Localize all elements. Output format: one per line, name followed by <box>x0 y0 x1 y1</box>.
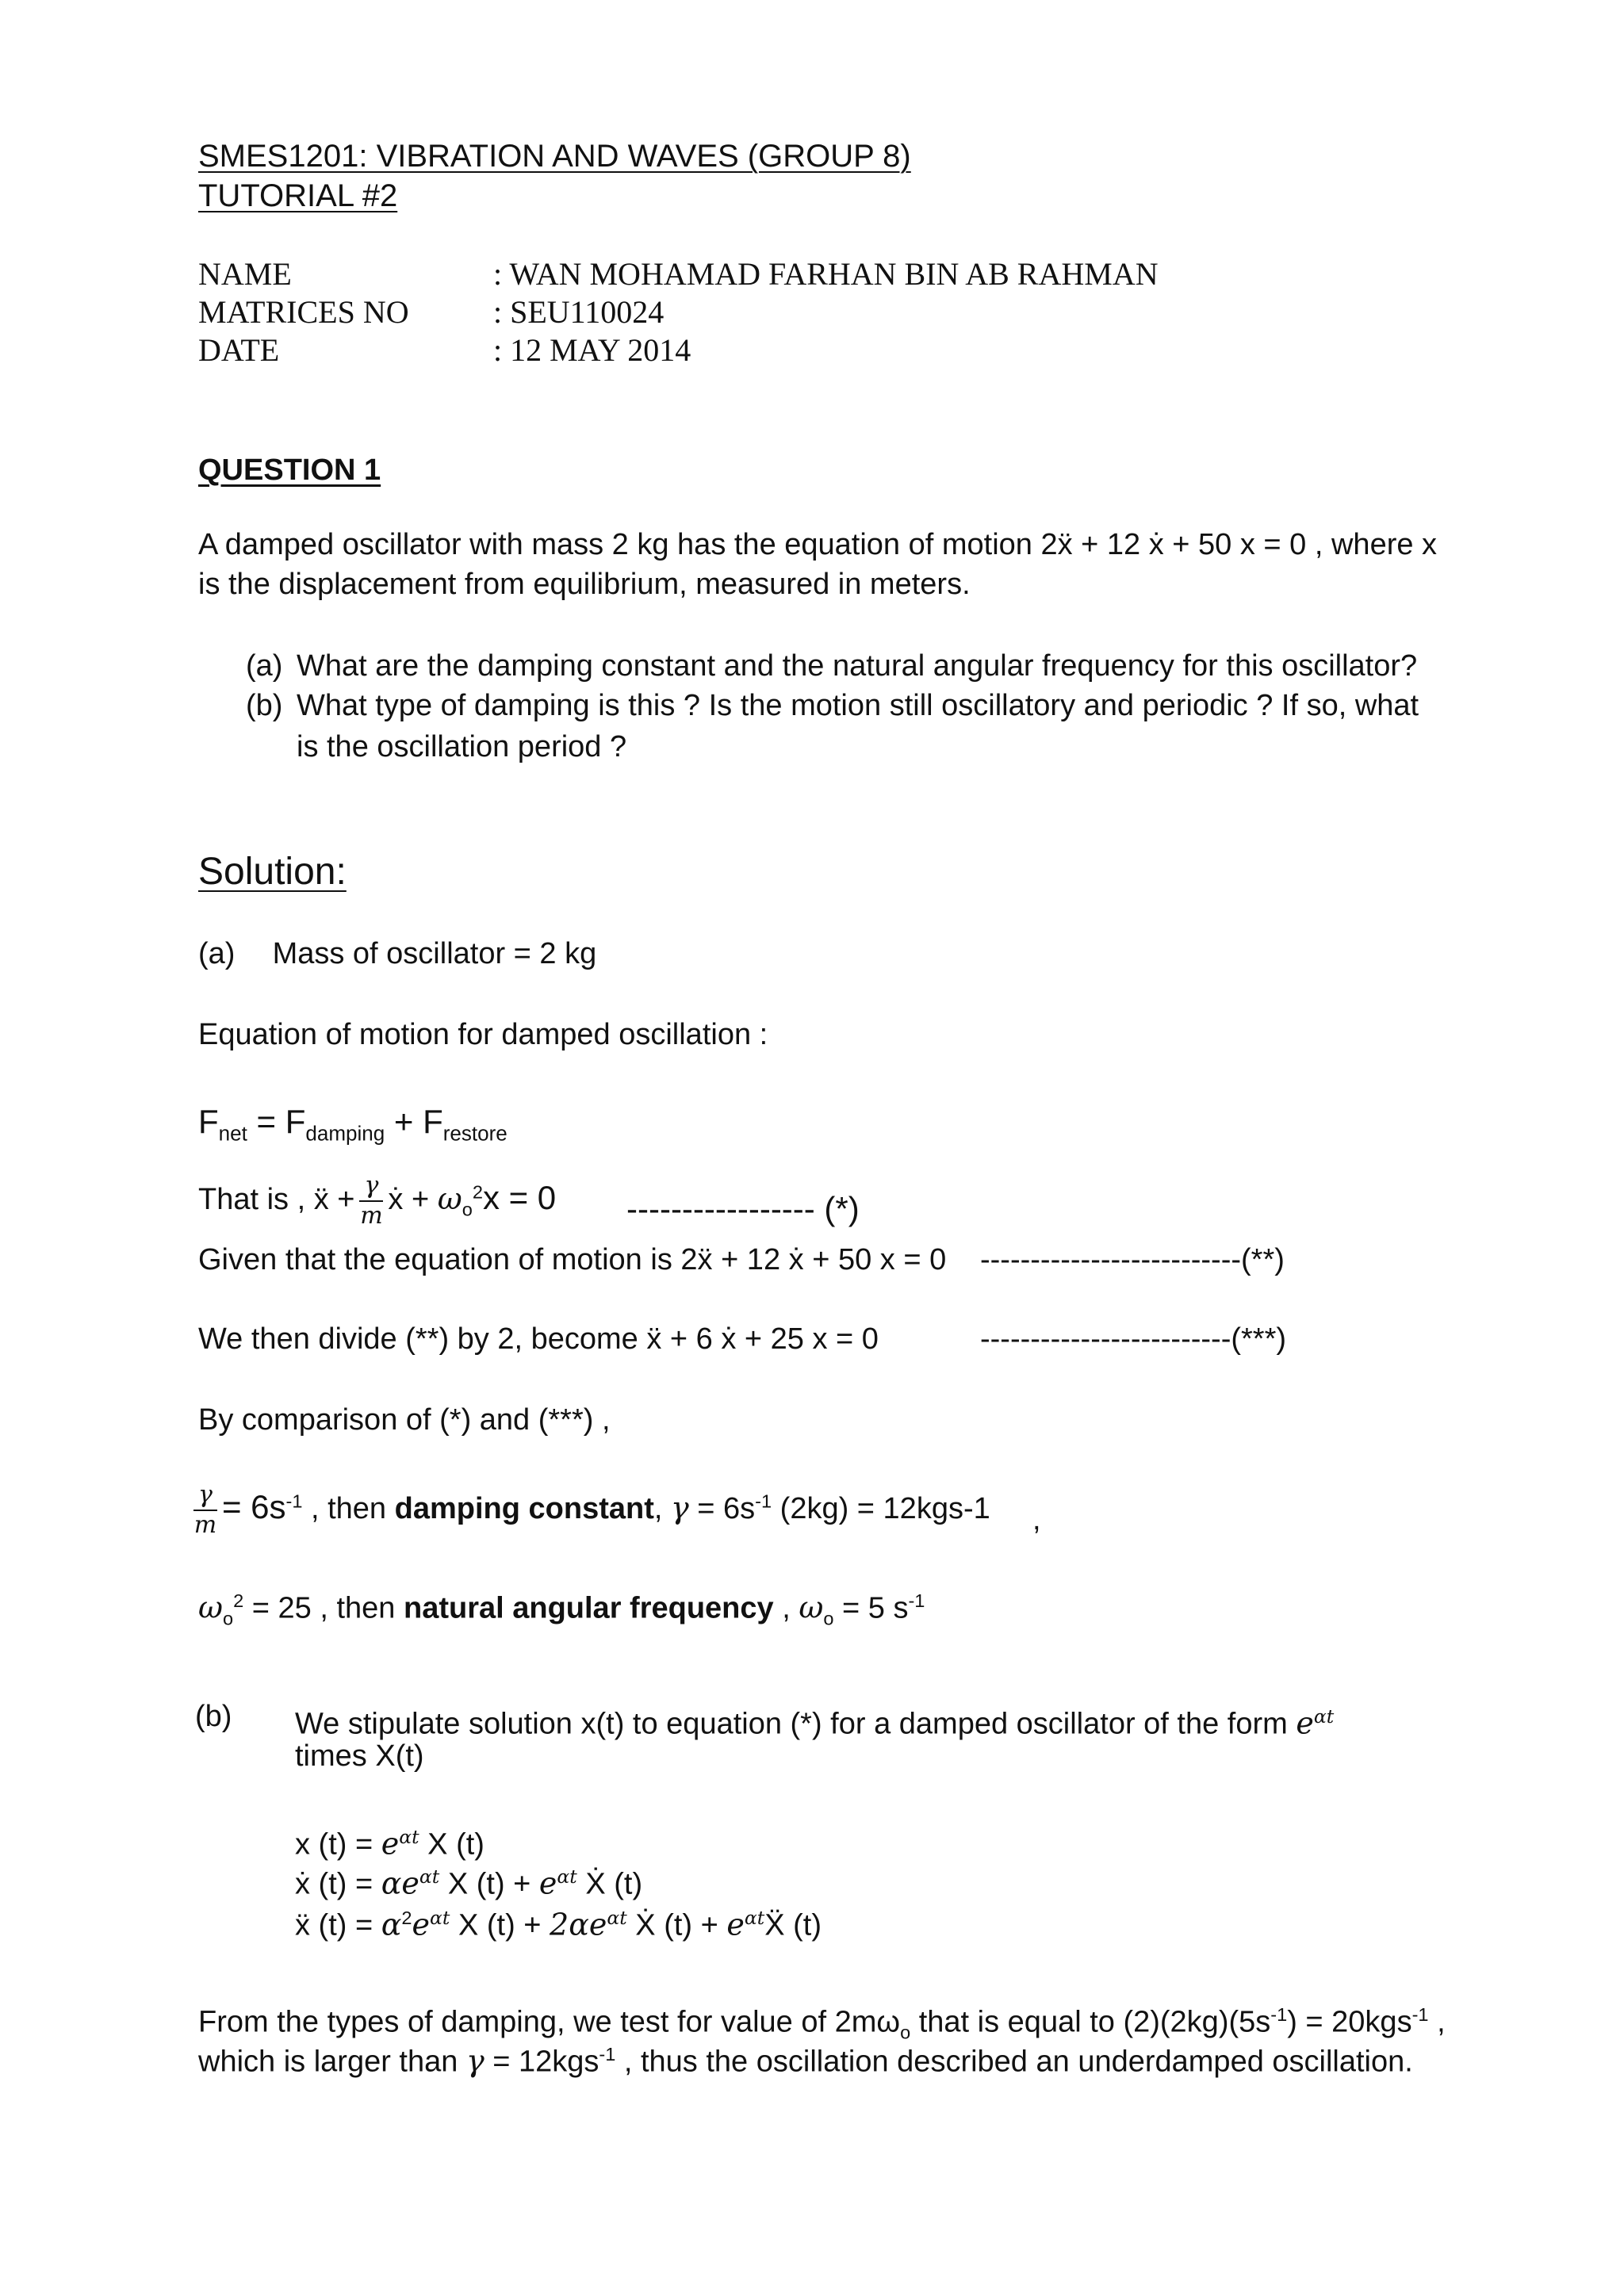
alpha-symbol: α <box>381 1907 402 1942</box>
text: that is equal to (2)(2kg)(5s <box>910 2005 1271 2039</box>
part-b-marker: (b) <box>195 1700 232 1733</box>
equals: = <box>247 1103 285 1140</box>
rhs: Ẋ (t) <box>576 1867 643 1901</box>
exponent: αt <box>430 1907 450 1929</box>
omega-subscript: o <box>823 1608 834 1629</box>
omega-subscript: o <box>462 1199 473 1220</box>
expression-tail: (2kg) = 12kgs-1 <box>772 1492 990 1526</box>
net-subscript: net <box>218 1121 247 1146</box>
equation-suffix: x = 0 <box>482 1179 557 1217</box>
x-dot-equation <box>295 1857 642 1904</box>
tutorial-title: TUTORIAL #2 <box>198 178 398 213</box>
numerator: γ <box>359 1172 383 1202</box>
part-b-line-2: times X(t) <box>295 1739 424 1773</box>
omega-subscript: o <box>223 1608 234 1629</box>
fnet-equation <box>198 1102 508 1153</box>
trailing-comma: , <box>1032 1503 1041 1536</box>
text: = 12kgs <box>484 2045 599 2079</box>
text: which is larger than <box>198 2045 466 2079</box>
two-alpha-exp: 2αe <box>550 1907 607 1942</box>
damping-constant-line <box>193 1481 990 1540</box>
exponent: -1 <box>285 1490 303 1512</box>
equation-tag-star: ----------------- (*) <box>626 1190 860 1227</box>
lhs: ẋ (t) = <box>295 1867 381 1901</box>
part-marker: (a) <box>198 937 236 970</box>
exponent: -1 <box>1270 2004 1288 2025</box>
denominator: m <box>360 1202 383 1230</box>
force-symbol: F <box>423 1103 443 1140</box>
plus: + <box>385 1103 423 1140</box>
comparison-line: By comparison of (*) and (***) , <box>198 1403 611 1437</box>
info-value: : 12 MAY 2014 <box>493 332 691 368</box>
exp-symbol: e <box>726 1907 745 1942</box>
natural-frequency-line <box>198 1581 925 1638</box>
middle: X (t) + <box>450 1908 550 1942</box>
given-equation: Given that the equation of motion is 2ẍ + 12 ẋ + 50 x = 0 <box>198 1243 947 1276</box>
denominator: m <box>193 1511 217 1539</box>
power-two: 2 <box>401 1908 412 1928</box>
omega-symbol: ω <box>437 1181 462 1217</box>
question-intro-line-2: is the displacement from equilibrium, measured in meters. <box>198 568 971 601</box>
gamma-over-m-fraction <box>193 1481 217 1540</box>
exponent: αt <box>399 1826 419 1848</box>
eom-intro: Equation of motion for damped oscillation : <box>198 1018 768 1051</box>
exponent: αt <box>557 1866 577 1888</box>
list-marker: (b) <box>246 689 283 722</box>
natural-frequency-label: natural angular frequency <box>403 1591 774 1625</box>
middle: Ẋ (t) + <box>626 1908 727 1942</box>
part-b-text: We stipulate solution x(t) to equation (*) for a damped oscillator of the form <box>295 1707 1288 1741</box>
question-intro-line-1: A damped oscillator with mass 2 kg has the equation of motion 2ẍ + 12 ẋ + 50 x = 0 , where x <box>198 528 1438 561</box>
exponent: αt <box>744 1907 765 1929</box>
ratio-value: = 6s <box>221 1488 286 1526</box>
omega-symbol: ω <box>799 1590 824 1625</box>
exponent: -1 <box>755 1490 772 1512</box>
equation-middle: ẋ + <box>388 1183 438 1217</box>
exp-symbol: e <box>538 1866 557 1901</box>
middle: X (t) + <box>439 1867 539 1901</box>
rhs: X (t) <box>419 1827 485 1862</box>
comma: , <box>773 1591 799 1625</box>
restore-subscript: restore <box>442 1121 508 1146</box>
solution-heading: Solution: <box>198 851 347 893</box>
part-text: What type of damping is this ? Is the motion still oscillatory and periodic ? If so, what <box>297 689 1419 722</box>
then-text: , then <box>302 1492 395 1526</box>
course-title: SMES1201: VIBRATION AND WAVES (GROUP 8) <box>198 139 911 174</box>
text: ) = 20kgs <box>1287 2005 1412 2039</box>
text: From the types of damping, we test for value of 2mω <box>198 2005 901 2039</box>
equation-prefix: That is , ẍ + <box>198 1183 355 1217</box>
exponent: αt <box>607 1907 627 1929</box>
damping-subscript: damping <box>305 1121 385 1146</box>
gamma-symbol: γ <box>671 1490 689 1526</box>
power-two: 2 <box>233 1590 244 1611</box>
x-ddot-equation <box>295 1898 822 1946</box>
part-text: What are the damping constant and the natural angular frequency for this oscillator? <box>297 649 1418 683</box>
exponent: -1 <box>908 1590 925 1611</box>
exp-symbol: e <box>381 1826 400 1862</box>
equation-tag-double-star: --------------------------(**) <box>980 1243 1285 1276</box>
text: , thus the oscillation described an underdamped oscillation. <box>615 2045 1413 2079</box>
lhs: x (t) = <box>295 1827 381 1862</box>
force-symbol: F <box>198 1103 219 1140</box>
info-label: MATRICES NO <box>198 294 409 330</box>
damping-constant-label: damping constant <box>394 1492 654 1526</box>
info-value: : WAN MOHAMAD FARHAN BIN AB RAHMAN <box>493 256 1159 292</box>
part-text: is the oscillation period ? <box>297 730 627 763</box>
force-symbol: F <box>285 1103 306 1140</box>
alpha-exp: αe <box>381 1866 419 1901</box>
that-is-equation <box>198 1172 556 1230</box>
omega-symbol: ω <box>198 1590 223 1625</box>
expression: = 6s <box>688 1492 756 1526</box>
gamma-over-m-fraction <box>359 1172 383 1230</box>
exponent: -1 <box>1411 2004 1429 2025</box>
mass-line <box>198 934 596 974</box>
numerator: γ <box>193 1481 217 1511</box>
question-heading: QUESTION 1 <box>198 453 381 487</box>
equals-25: = 25 , then <box>243 1591 404 1625</box>
lhs: ẍ (t) = <box>295 1908 381 1942</box>
power-two: 2 <box>472 1181 483 1203</box>
mass-text: Mass of oscillator = 2 kg <box>272 937 597 970</box>
list-marker: (a) <box>246 649 283 683</box>
part-b-line-1 <box>295 1697 1334 1744</box>
equation-tag-triple-star: -------------------------(***) <box>980 1322 1287 1356</box>
comma: , <box>653 1492 671 1526</box>
exponent: -1 <box>599 2044 616 2064</box>
exp-symbol: e <box>412 1907 431 1942</box>
info-label: DATE <box>198 332 280 368</box>
info-label: NAME <box>198 256 292 292</box>
omega-subscript: o <box>900 2022 911 2043</box>
exp-symbol: e <box>1296 1705 1314 1741</box>
text: , <box>1428 2005 1446 2039</box>
conclusion-line-2 <box>198 2034 1413 2082</box>
exponent: αt <box>419 1866 440 1888</box>
rhs: Ẍ (t) <box>764 1908 822 1942</box>
gamma-symbol: γ <box>465 2043 485 2079</box>
info-value: : SEU110024 <box>493 294 665 330</box>
exponent: αt <box>1313 1705 1335 1728</box>
divide-equation: We then divide (**) by 2, become ẍ + 6 ẋ + 25 x = 0 <box>198 1322 879 1356</box>
frequency-value: = 5 s <box>833 1591 909 1625</box>
